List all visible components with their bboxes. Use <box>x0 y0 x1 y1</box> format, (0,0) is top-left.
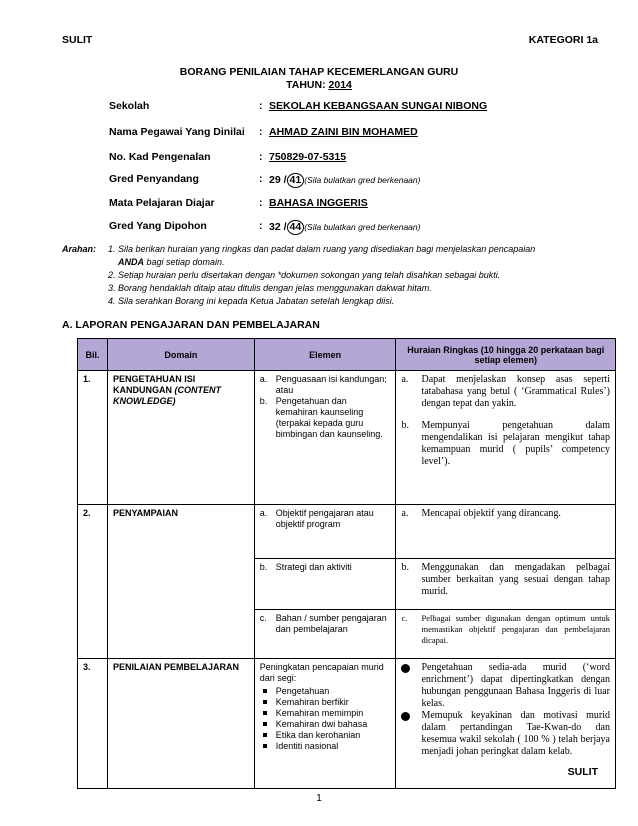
row2-huraian-a[interactable]: a. Mencapai objektif yang dirancang. <box>396 505 616 559</box>
row2-elemen-a: a. Objektif pengajaran atau objektif program <box>254 505 396 559</box>
dipohon-circled: 44 <box>287 220 305 235</box>
row2-elemen-c: c. Bahan / sumber pengajaran dan pembelajaran <box>254 610 396 659</box>
list-item: Etika dan kerohanian <box>260 730 391 741</box>
list-item: Pengetahuan <box>260 686 391 697</box>
row1-huraian[interactable]: a. Dapat menjelaskan konsep asas seperti tatabahasa yang betul ( ‘Grammatical Rules’) dengan tepat dan yakin. b. Mempunyai pengetahuan dalam mengendalikan isi pelajaran mengikut tahap kemampuan murid ( pupils’ competency level’). <box>396 371 616 505</box>
row2-huraian-b[interactable]: b. Menggunakan dan mengadakan pelbagai sumber berkaitan yang sesuai dengan tahap murid. <box>396 559 616 610</box>
laporan-table <box>77 338 616 789</box>
gred-circled: 41 <box>287 173 305 188</box>
row1-elemen: a. Penguasaan isi kandungan; atau b. Pengetahuan dan kemahiran kaunseling (terpakai kepada guru bimbingan dan kaunseling. <box>254 371 396 505</box>
row2-domain: PENYAMPAIAN <box>107 505 254 659</box>
list-item: Kemahiran berfikir <box>260 697 391 708</box>
list-item: Kemahiran memimpin <box>260 708 391 719</box>
row3-huraian[interactable]: Pengetahuan sedia-ada murid (‘word enrichment’) dapat dipertingkatkan dengan hubungan penggunaan Bahasa Inggeris di luar kelas. Memupuk keyakinan dan motivasi murid dalam pertandingan Tae-Kwan-do dan kesemua wakil sekolah ( 100 % ) telah berjaya menjadi johan peringkat dalam kelab. <box>396 659 616 789</box>
row3-bil: 3. <box>78 659 108 789</box>
row3-elemen: Peningkatan pencapaian murid dari segi: Pengetahuan Kemahiran berfikir Kemahiran memimpin Kemahiran dwi bahasa Etika dan kerohanian Identiti nasional <box>254 659 396 789</box>
col-huraian: Huraian Ringkas (10 hingga 20 perkataan bagi setiap elemen) <box>396 339 616 371</box>
table-row <box>78 659 616 789</box>
row1-bil: 1. <box>78 371 108 505</box>
footer-sulit: SULIT <box>567 766 598 778</box>
nama-value: AHMAD ZAINI BIN MOHAMED <box>269 126 418 138</box>
row2-huraian-c[interactable]: c. Pelbagai sumber digunakan dengan optimum untuk memastikan objektif pengajaran dan pembelajaran dicapai. <box>396 610 616 659</box>
mapel-value: BAHASA INGGERIS <box>269 197 368 209</box>
table-row <box>78 371 616 505</box>
sekolah-value: SEKOLAH KEBANGSAAN SUNGAI NIBONG <box>269 100 488 112</box>
col-elemen: Elemen <box>254 339 396 371</box>
row3-domain: PENILAIAN PEMBELAJARAN <box>107 659 254 789</box>
form-title: BORANG PENILAIAN TAHAP KECEMERLANGAN GURU <box>179 66 459 78</box>
row2-bil: 2. <box>78 505 108 659</box>
kad-value: 750829-07-5315 <box>269 151 347 163</box>
table-row <box>78 505 616 559</box>
section-a-title: A. LAPORAN PENGAJARAN DAN PEMBELAJARAN <box>62 319 320 331</box>
list-item: Identiti nasional <box>260 741 391 752</box>
row2-elemen-b: b. Strategi dan aktiviti <box>254 559 396 610</box>
row1-domain: PENGETAHUAN ISI KANDUNGAN (CONTENT KNOWLEDGE) <box>107 371 254 505</box>
list-item: Kemahiran dwi bahasa <box>260 719 391 730</box>
header-kategori: KATEGORI 1a <box>528 34 598 46</box>
page-number: 1 <box>316 793 322 804</box>
col-domain: Domain <box>107 339 254 371</box>
form-year: TAHUN: 2014 <box>286 79 352 91</box>
table-header-row <box>78 339 616 371</box>
col-bil: Bil. <box>78 339 108 371</box>
arahan-label: Arahan: <box>62 244 97 254</box>
bullet-dot-icon <box>401 664 410 673</box>
header-sulit: SULIT <box>62 34 93 46</box>
bullet-dot-icon <box>401 712 410 721</box>
arahan-block: Arahan: 1. Sila berikan huraian yang ringkas dan padat dalam ruang yang disediakan bagi menjelaskan pencapaian ANDA bagi setiap domain. 2. Setiap huraian perlu disertakan dengan *dokumen sokongan yang telah disahkan sebagai bukti. 3. Borang hendaklah ditaip atau ditulis dengan jelas menggunakan dakwat hitam. 4. Sila serahkan Borang ini kepada Ketua Jabatan setelah lengkap diisi. <box>62 244 536 306</box>
